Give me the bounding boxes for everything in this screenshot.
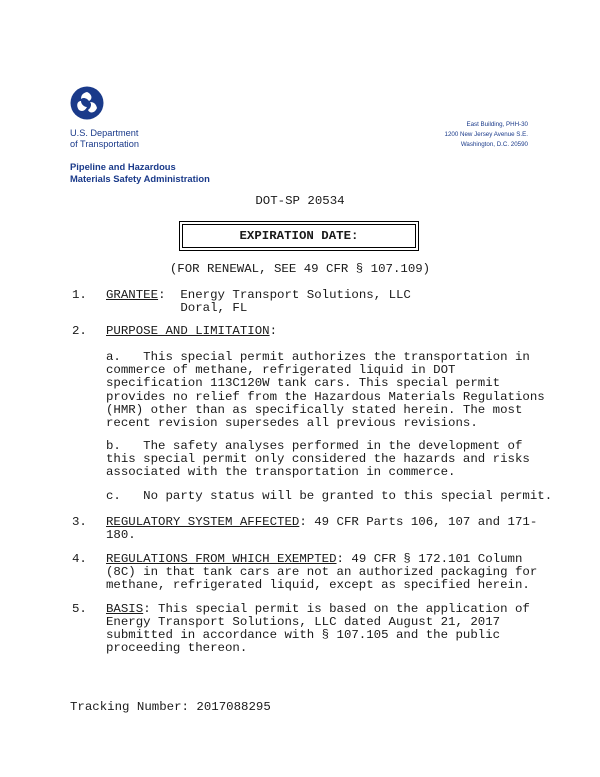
office-address (445, 120, 528, 150)
department-line-1: U.S. Department (70, 128, 139, 138)
section-2a-paragraph: a. This special permit authorizes the transportation in commerce of methane, refrigerated liquid in DOT specification 113C120W tank cars. This special permit provides no relief from the Hazardous Materials Regulations (HMR) other than as specifically stated herein. The most recent revision supersedes all previous revisions. (106, 350, 545, 431)
section-2c-paragraph: c. No party status will be granted to this special permit. (106, 489, 553, 503)
section-4-heading: REGULATIONS FROM WHICH EXEMPTED (106, 552, 337, 566)
expiration-date-label: EXPIRATION DATE: (182, 224, 416, 248)
grantee-name: : Energy Transport Solutions, LLC (158, 288, 411, 302)
section-1-heading: GRANTEE (106, 288, 159, 302)
department-line-2: of Transportation (70, 138, 139, 149)
section-5-number: 5. (72, 602, 87, 616)
section-4-line-1: REGULATIONS FROM WHICH EXEMPTED: 49 CFR § 172.101 Column (106, 552, 523, 566)
department-name (70, 128, 139, 149)
section-4-number: 4. (72, 552, 87, 566)
section-3-line-1: REGULATORY SYSTEM AFFECTED: 49 CFR Parts 106, 107 and 171- (106, 515, 538, 529)
agency-name (70, 161, 210, 184)
section-1-number: 1. (72, 288, 87, 302)
section-2b-paragraph: b. The safety analyses performed in the development of this special permit only considered the hazards and risks associated with the transportation in commerce. (106, 439, 530, 480)
section-4-rest: (8C) in that tank cars are not an authorized packaging for methane, refrigerated liquid, except as specified herein. (106, 565, 538, 593)
section-5-line-1: BASIS: This special permit is based on the application of (106, 602, 530, 616)
address-line-3: Washington, D.C. 20590 (460, 141, 528, 148)
address-line-1: East Building, PHH-30 (466, 121, 528, 128)
renewal-note: (FOR RENEWAL, SEE 49 CFR § 107.109) (169, 262, 431, 276)
expiration-date-box (179, 221, 419, 251)
agency-line-1: Pipeline and Hazardous (70, 161, 176, 172)
section-3-rest: 180. (106, 528, 136, 542)
agency-line-2: Materials Safety Administration (70, 172, 210, 184)
section-2-heading: PURPOSE AND LIMITATION (106, 324, 270, 338)
section-3-heading: REGULATORY SYSTEM AFFECTED (106, 515, 300, 529)
tracking-number: Tracking Number: 2017088295 (70, 700, 271, 714)
section-2-title: PURPOSE AND LIMITATION: (106, 324, 278, 338)
section-5-rest: Energy Transport Solutions, LLC dated August 21, 2017 submitted in accordance with § 107.105 and the public proceeding thereon. (106, 615, 501, 656)
dot-triskelion-logo-icon (70, 86, 104, 120)
section-5-heading: BASIS (106, 602, 144, 616)
section-2-number: 2. (72, 324, 87, 338)
address-line-2: 1200 New Jersey Avenue S.E. (444, 131, 528, 138)
section-3-number: 3. (72, 515, 87, 529)
grantee-location: Doral, FL (106, 301, 248, 315)
permit-number: DOT-SP 20534 (255, 194, 345, 208)
